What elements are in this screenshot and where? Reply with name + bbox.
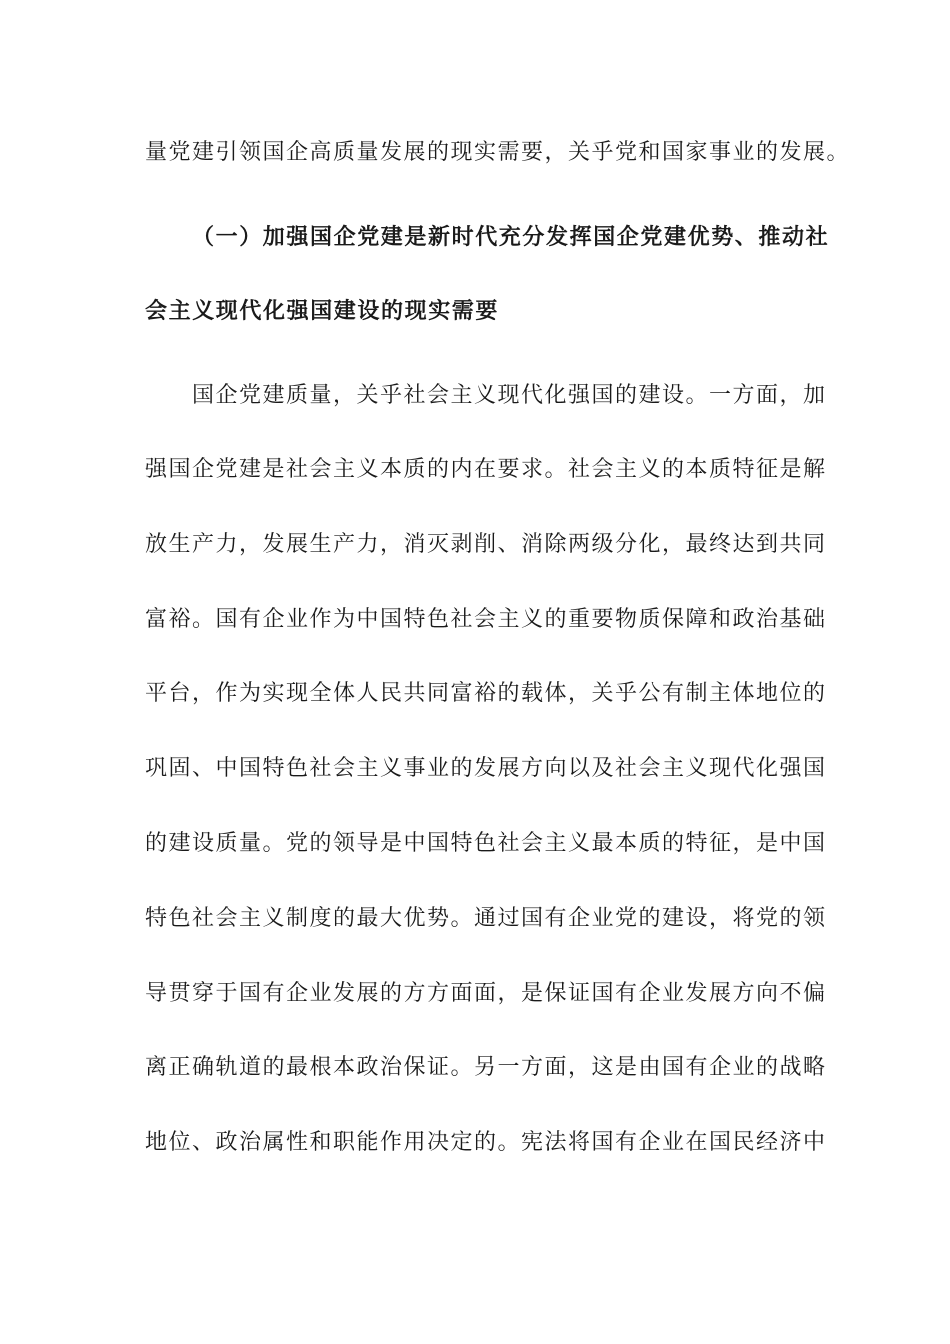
paragraph-line: 地位、政治属性和职能作用决定的。宪法将国有企业在国民经济中 (145, 1130, 827, 1155)
paragraph-line: 离正确轨道的最根本政治保证。另一方面，这是由国有企业的战略 (145, 1055, 827, 1080)
paragraph-line: 放生产力，发展生产力，消灭剥削、消除两级分化，最终达到共同 (145, 532, 827, 557)
paragraph-line: 巩固、中国特色社会主义事业的发展方向以及社会主义现代化强国 (145, 756, 827, 781)
section-heading-line: 会主义现代化强国建设的现实需要 (145, 298, 500, 324)
paragraph-line: 强国企党建是社会主义本质的内在要求。社会主义的本质特征是解 (145, 457, 827, 482)
paragraph-line: 导贯穿于国有企业发展的方方面面，是保证国有企业发展方向不偏 (145, 981, 827, 1006)
paragraph-line: 平台，作为实现全体人民共同富裕的载体，关乎公有制主体地位的 (145, 681, 827, 706)
paragraph-line: 国企党建质量，关乎社会主义现代化强国的建设。一方面，加 (192, 383, 827, 408)
paragraph-line: 的建设质量。党的领导是中国特色社会主义最本质的特征，是中国 (145, 831, 827, 856)
section-heading-line: （一）加强国企党建是新时代充分发挥国企党建优势、推动社 (192, 224, 830, 250)
paragraph-line: 量党建引领国企高质量发展的现实需要，关乎党和国家事业的发展。 (145, 140, 851, 165)
paragraph-line: 富裕。国有企业作为中国特色社会主义的重要物质保障和政治基础 (145, 607, 827, 632)
paragraph-line: 特色社会主义制度的最大优势。通过国有企业党的建设，将党的领 (145, 906, 827, 931)
